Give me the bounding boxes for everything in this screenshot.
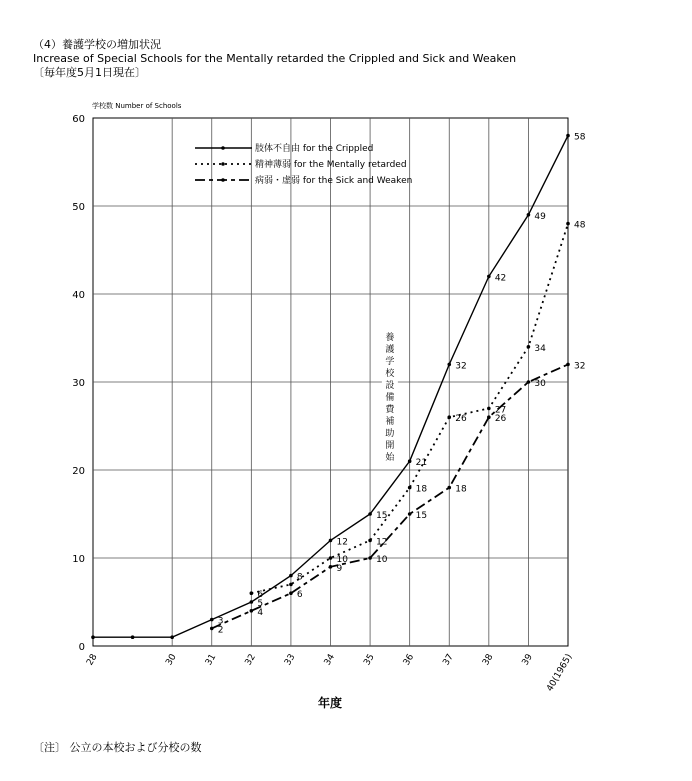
data-label: 26 bbox=[455, 414, 467, 425]
data-point bbox=[250, 609, 254, 613]
data-point bbox=[527, 213, 531, 217]
chart-subtitle: 〔毎年度5月1日現在〕 bbox=[33, 66, 146, 79]
x-axis-label: 年度 bbox=[317, 696, 343, 710]
data-point bbox=[91, 635, 95, 639]
data-point bbox=[329, 565, 333, 569]
x-tick-label: 37 bbox=[441, 652, 456, 668]
x-tick-label: 28 bbox=[85, 652, 100, 668]
data-point bbox=[170, 635, 174, 639]
x-tick-label: 33 bbox=[283, 652, 298, 668]
chart-title-en: Increase of Special Schools for the Mentally retarded the Crippled and Sick and Weaken bbox=[33, 52, 517, 65]
subsidy-annotation bbox=[382, 326, 398, 466]
data-point bbox=[566, 222, 570, 226]
data-label: 58 bbox=[574, 132, 586, 143]
y-tick-label: 10 bbox=[72, 554, 85, 565]
data-label: 9 bbox=[336, 563, 343, 574]
data-point bbox=[368, 556, 372, 560]
data-label: 26 bbox=[494, 414, 507, 425]
data-label: 3 bbox=[217, 616, 224, 627]
data-labels bbox=[218, 133, 586, 636]
data-point bbox=[527, 380, 531, 384]
data-point bbox=[447, 363, 451, 367]
annotation-text: 養護学校設備費補助開始 bbox=[385, 333, 395, 463]
data-point bbox=[527, 345, 531, 349]
data-label: 8 bbox=[296, 572, 303, 583]
data-label: 5 bbox=[257, 599, 264, 609]
data-label: 15 bbox=[376, 511, 388, 521]
y-tick-label: 60 bbox=[72, 114, 85, 125]
data-point bbox=[566, 363, 570, 367]
x-tick-label: 40(1965) bbox=[545, 652, 575, 694]
data-point bbox=[408, 459, 412, 463]
data-point bbox=[368, 512, 372, 516]
x-tick-label: 36 bbox=[401, 652, 417, 668]
legend-marker bbox=[221, 178, 225, 182]
data-label: 12 bbox=[336, 537, 348, 548]
data-point bbox=[368, 539, 372, 543]
data-point bbox=[210, 618, 214, 622]
data-label: 18 bbox=[415, 484, 428, 495]
data-label: 10 bbox=[376, 555, 388, 565]
data-point bbox=[289, 583, 293, 587]
legend-label-3: 病弱・虚弱 for the Sick and Weaken bbox=[255, 176, 413, 186]
data-point bbox=[487, 407, 491, 411]
x-tick-label: 39 bbox=[520, 652, 536, 668]
legend bbox=[195, 142, 412, 186]
data-point bbox=[566, 134, 570, 138]
data-point bbox=[329, 539, 333, 543]
data-label: 49 bbox=[534, 211, 546, 222]
data-point bbox=[408, 512, 412, 516]
data-point bbox=[250, 591, 254, 595]
x-tick-label: 32 bbox=[243, 652, 258, 668]
y-tick-label: 40 bbox=[72, 290, 85, 301]
data-label: 2 bbox=[217, 625, 224, 636]
x-tick-label: 35 bbox=[362, 652, 377, 668]
legend-label-1: 肢体不自由 for the Crippled bbox=[255, 144, 374, 154]
data-label: 34 bbox=[534, 343, 546, 354]
data-label: 15 bbox=[415, 511, 428, 521]
y-tick-label: 30 bbox=[72, 378, 85, 389]
y-tick-label: 50 bbox=[72, 202, 85, 213]
data-label: 27 bbox=[494, 405, 507, 416]
y-tick-label: 20 bbox=[72, 466, 85, 477]
data-label: 6 bbox=[296, 590, 303, 601]
data-point bbox=[487, 275, 491, 279]
x-tick-label: 31 bbox=[203, 652, 219, 668]
data-point bbox=[447, 415, 451, 419]
data-point bbox=[210, 627, 214, 631]
data-label: 48 bbox=[574, 220, 586, 231]
data-label: 42 bbox=[494, 273, 507, 284]
data-label: 4 bbox=[257, 607, 264, 618]
chart-title-ja: （4）養護学校の増加状況 bbox=[33, 38, 161, 51]
data-point bbox=[447, 486, 451, 490]
data-label: 30 bbox=[534, 379, 546, 389]
data-label: 12 bbox=[376, 537, 388, 548]
data-point bbox=[131, 635, 135, 639]
y-tick-label: 0 bbox=[78, 642, 85, 653]
data-point bbox=[408, 486, 412, 490]
data-label: 10 bbox=[336, 555, 348, 565]
data-point bbox=[250, 600, 254, 604]
data-label: 32 bbox=[574, 361, 586, 372]
data-point bbox=[289, 591, 293, 595]
data-point bbox=[289, 574, 293, 578]
legend-marker bbox=[221, 162, 225, 166]
x-tick-label: 34 bbox=[322, 652, 338, 668]
footnote: 〔注〕 公立の本校および分校の数 bbox=[33, 741, 202, 754]
x-tick-label: 30 bbox=[164, 652, 179, 668]
data-point bbox=[487, 415, 491, 419]
y-axis-label: 学校数 Number of Schools bbox=[92, 102, 182, 110]
legend-marker bbox=[221, 146, 225, 150]
data-point bbox=[329, 556, 333, 560]
axis-ticks bbox=[72, 114, 574, 693]
data-label: 21 bbox=[415, 458, 428, 469]
data-label: 32 bbox=[455, 361, 467, 372]
x-tick-label: 38 bbox=[481, 652, 496, 668]
data-label: 18 bbox=[455, 484, 467, 495]
legend-label-2: 精神薄弱 for the Mentally retarded bbox=[255, 160, 407, 170]
data-label: 6 bbox=[257, 590, 264, 601]
